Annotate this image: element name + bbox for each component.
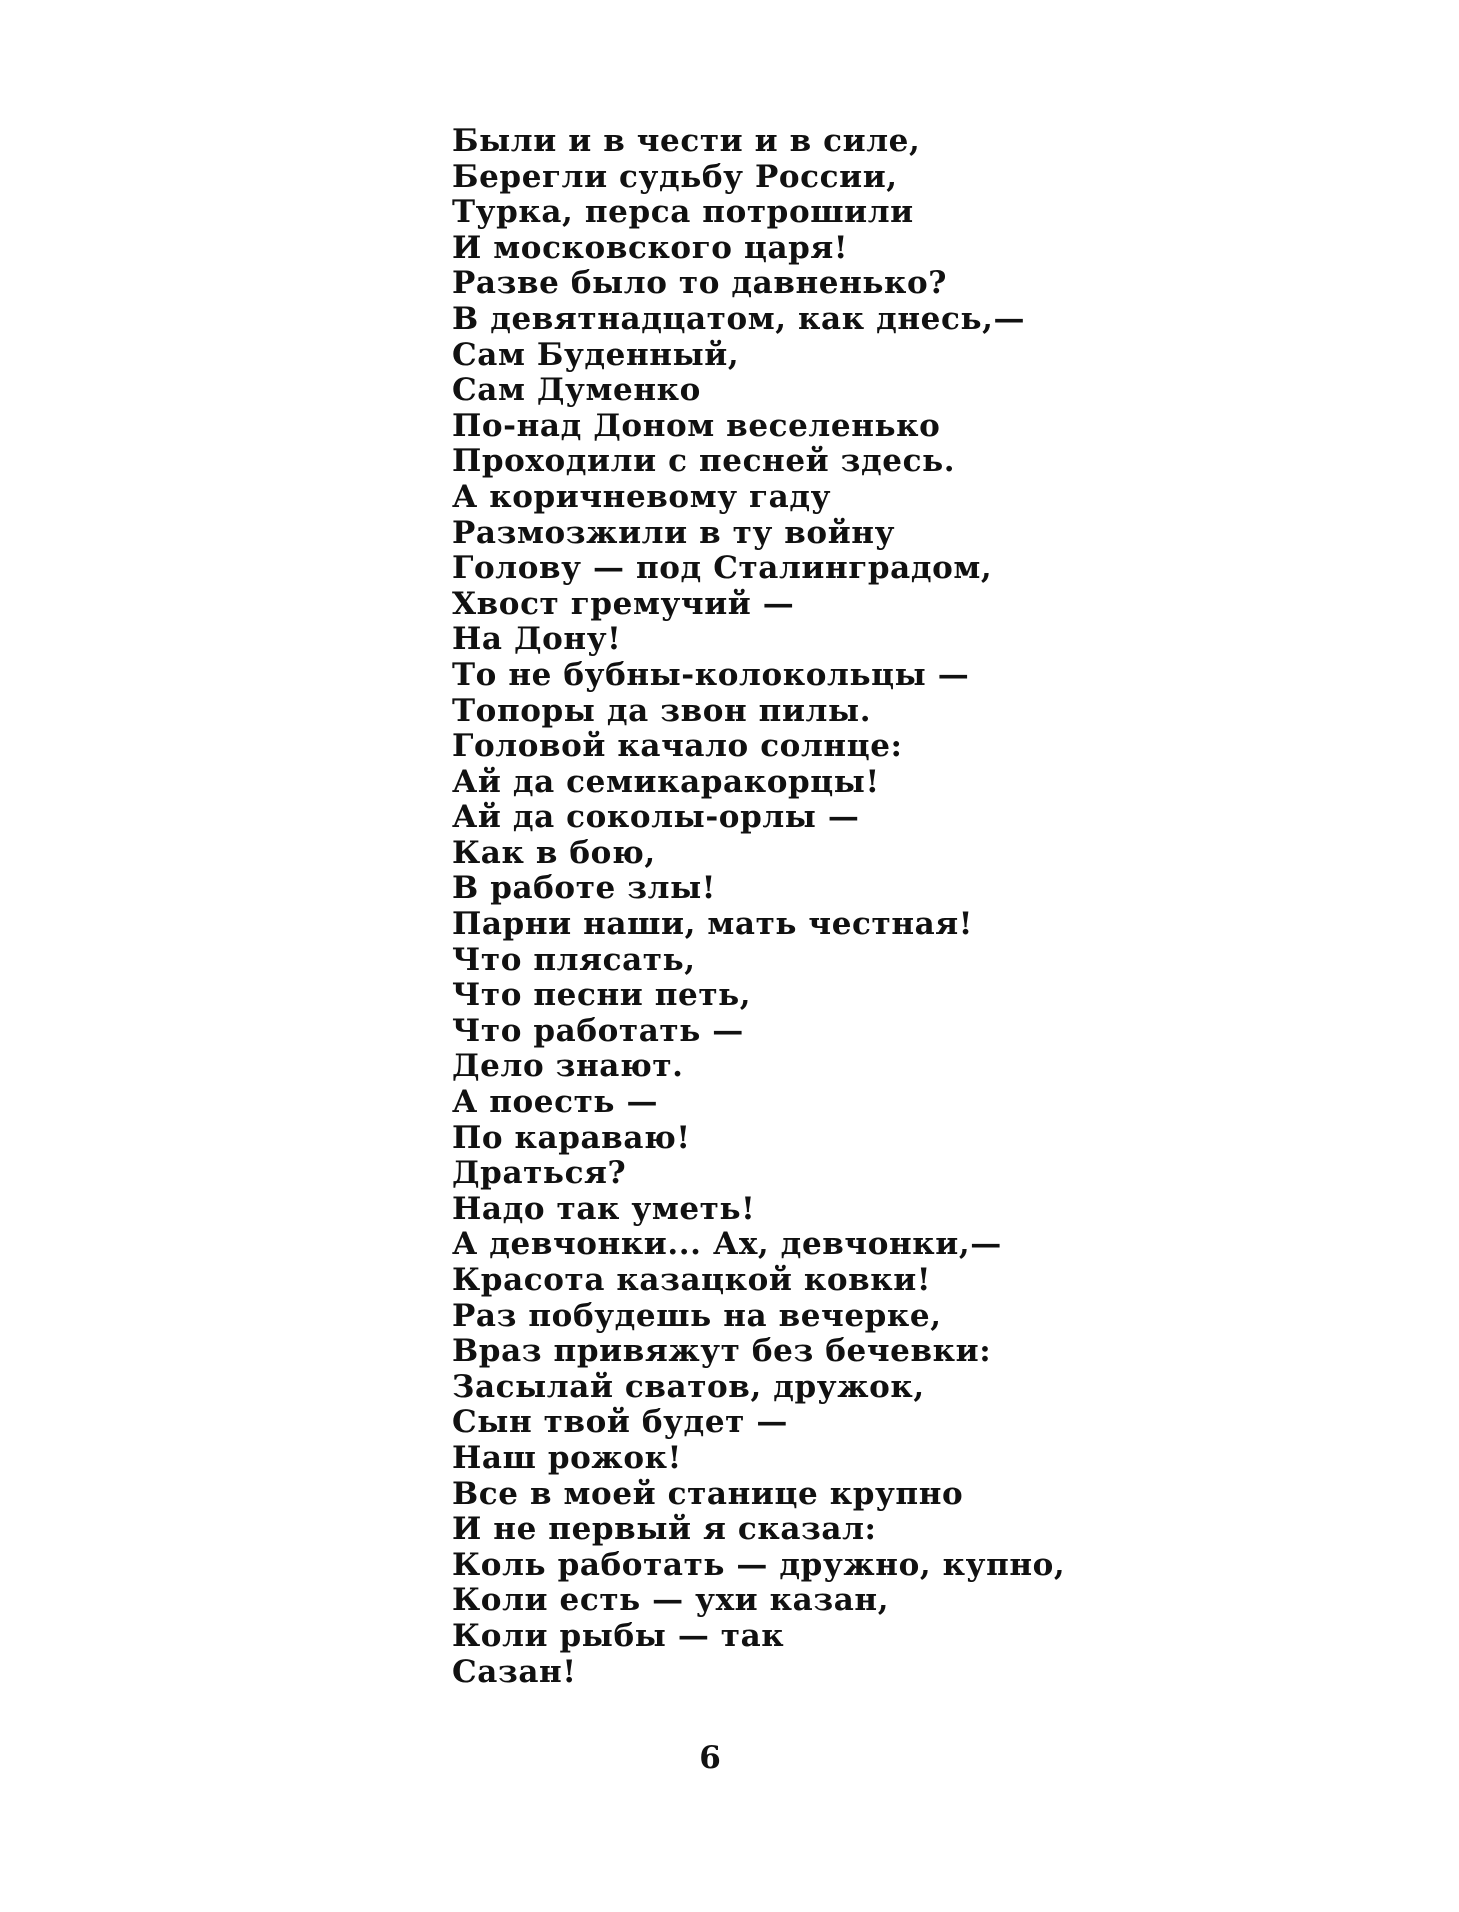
poem-line: В работе злы! (452, 870, 716, 907)
poem-line: Проходили с песней здесь. (452, 443, 956, 480)
poem-line: По-над Доном веселенько (452, 407, 941, 444)
poem-line: А поесть — (452, 1084, 659, 1121)
poem-line: Хвост гремучий — (452, 585, 795, 622)
poem-line: Что песни петь, (452, 977, 752, 1014)
poem-line: Наш рожок! (452, 1439, 682, 1476)
poem-line: Ай да семикаракорцы! (452, 763, 880, 800)
poem-line: Берегли судьбу России, (452, 158, 898, 195)
poem-line: Дело знают. (452, 1048, 684, 1085)
poem-line: Красота казацкой ковки! (452, 1262, 932, 1298)
poem-line: Что работать — (452, 1012, 744, 1049)
poem-line: И московского царя! (452, 229, 849, 266)
poem-line: Ай да соколы-орлы — (452, 799, 860, 836)
poem-line: Все в моей станице крупно (452, 1475, 964, 1512)
poem-line: Сам Думенко (452, 372, 701, 409)
poem-text (452, 124, 1065, 1690)
poem-line: Коль работать — дружно, купно, (452, 1546, 1066, 1583)
poem-line: Размозжили в ту войну (452, 514, 896, 551)
poem-line: Коли рыбы — так (452, 1617, 785, 1654)
poem-line: То не бубны-колокольцы — (452, 656, 970, 693)
poem-line: Разве было то давненько? (452, 265, 948, 302)
poem-line: На Дону! (452, 621, 622, 658)
poem-line: И не первый я сказал: (452, 1511, 877, 1548)
poem-line: Топоры да звон пилы. (452, 692, 872, 729)
poem-line: Что плясать, (452, 941, 696, 978)
poem-line: А девчонки... Ах, девчонки,— (452, 1226, 1002, 1263)
poem-line: Сазан! (452, 1653, 577, 1690)
poem-line: Сын твой будет — (452, 1404, 788, 1441)
poem-line: Голову — под Сталинградом, (452, 550, 993, 587)
poem-line: Надо так уметь! (452, 1190, 756, 1227)
poem-line: Были и в чести и в силе, (452, 123, 921, 159)
poem-line: Драться? (452, 1155, 627, 1192)
poem-line: А коричневому гаду (452, 478, 832, 515)
poem-line: Головой качало солнце: (452, 728, 903, 765)
poem-line: Враз привяжут без бечевки: (452, 1333, 992, 1370)
poem-line: Турка, перса потрошили (452, 194, 914, 231)
page-number: 6 (699, 1740, 721, 1776)
poem-line: Коли есть — ухи казан, (452, 1582, 890, 1619)
poem-line: Парни наши, мать честная! (452, 906, 974, 943)
poem-line: В девятнадцатом, как днесь,— (452, 300, 1026, 337)
poem-line: Сам Буденный, (452, 336, 740, 373)
poem-line: Раз побудешь на вечерке, (452, 1297, 942, 1334)
poem-line: По караваю! (452, 1119, 691, 1156)
poem-line: Засылай сватов, дружок, (452, 1368, 925, 1405)
poem-line: Как в бою, (452, 834, 656, 871)
